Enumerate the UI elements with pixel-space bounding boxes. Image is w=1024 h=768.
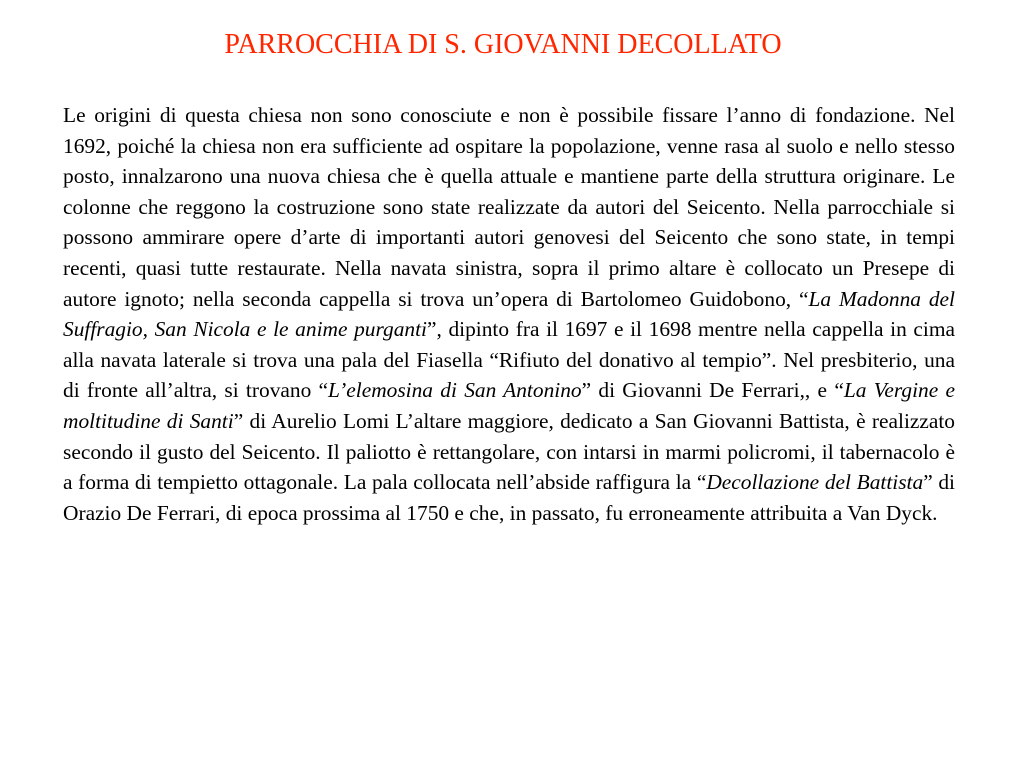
body-text-segment: ” di Orazio De Ferrari, di epoca prossima al 1750 e che, in passato, fu erroneamente attribuita a Van Dyck. [63,470,955,525]
slide-title: PARROCCHIA DI S. GIOVANNI DECOLLATO [224,29,782,60]
body-paragraph [63,100,955,528]
body-text-segment: Le origini di questa chiesa non sono conosciute e non è possibile fissare l’anno di fondazione. Nel 1692, poiché la chiesa non era sufficiente ad ospitare la popolazione, venne rasa al suolo e nello stesso posto, innalzarono una nuova chiesa che è quella attuale e mantiene parte della struttura originare. Le colonne che reggono la costruzione sono state realizzate da autori del Seicento. Nella parrocchiale si possono ammirare opere d’arte di importanti autori genovesi del Seicento che sono state, in tempi recenti, quasi tutte restaurate. Nella navata sinistra, sopra il primo altare è collocato un Presepe di autore ignoto; nella seconda cappella si trova un’opera di Bartolomeo Guidobono, “ [63,103,955,311]
artwork-title: La Madonna del Suffragio, San Nicola e le anime purganti [63,286,955,342]
artwork-title: L’elemosina di San Antonino [328,378,582,403]
body-text-segment: ” di Aurelio Lomi L’altare maggiore, dedicato a San Giovanni Battista, è realizzato secondo il gusto del Seicento. Il paliotto è rettangolare, con intarsi in marmi policromi, il tabernacolo è a forma di tempietto ottagonale. La pala collocata nell’abside raffigura la “ [63,408,956,495]
artwork-title: Decollazione del Battista [706,470,924,495]
body-text-segment: ”, dipinto fra il 1697 e il 1698 mentre nella cappella in cima alla navata laterale si trova una pala del Fiasella “Rifiuto del donativo al tempio”. Nel presbiterio, una di fronte all’altra, si trovano “ [63,317,955,403]
artwork-title: La Vergine e moltitudine di Santi [63,378,956,433]
body-text-segment: ” di Giovanni De Ferrari,, e “ [581,378,844,403]
